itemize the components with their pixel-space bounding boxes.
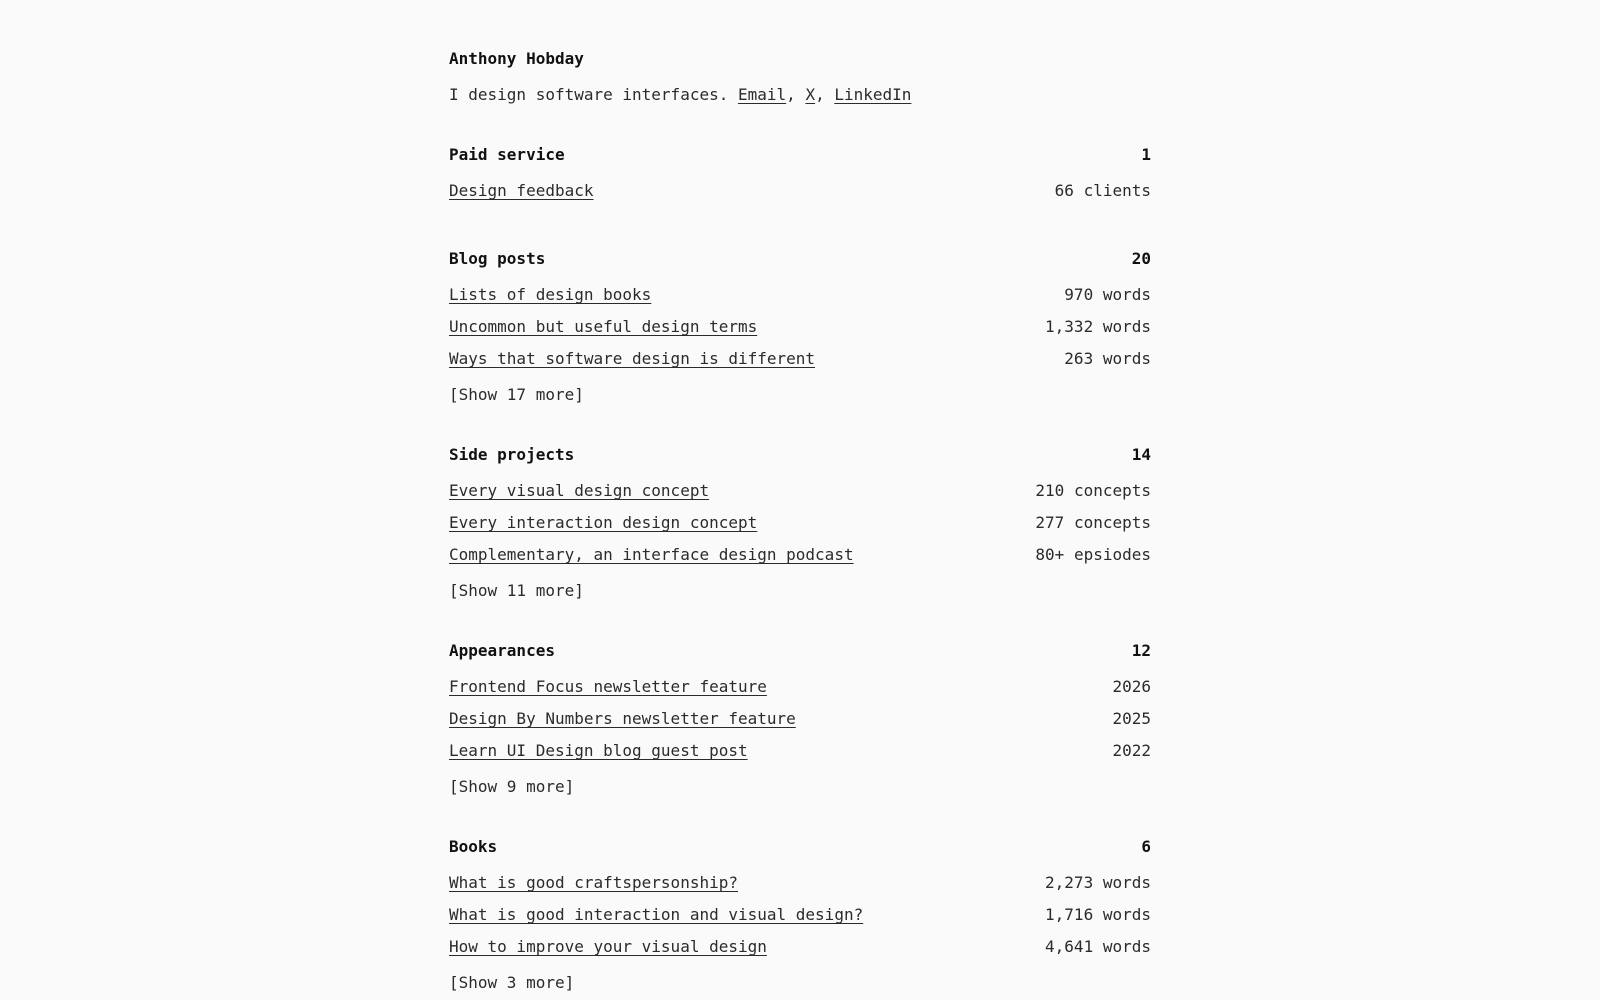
section-paid-service [449, 143, 1151, 211]
list-item [449, 903, 1151, 935]
item-meta: 277 concepts [1035, 513, 1151, 532]
item-meta: 1,716 words [1045, 905, 1151, 924]
item-meta: 2,273 words [1045, 873, 1151, 892]
section-header [449, 639, 1151, 663]
list-item [449, 479, 1151, 511]
section-title: Blog posts [449, 249, 546, 268]
intro-line: I design software interfaces. Email, X, LinkedIn [449, 85, 912, 104]
list-item [449, 675, 1151, 707]
item-meta: 80+ epsiodes [1035, 545, 1151, 564]
section-header [449, 443, 1151, 467]
item-link[interactable]: Lists of design books [449, 285, 652, 304]
section-appearances [449, 639, 1151, 799]
list-item [449, 707, 1151, 739]
section-count: 12 [1131, 641, 1151, 660]
list-item [449, 935, 1151, 967]
item-link[interactable]: What is good craftspersonship? [449, 873, 738, 892]
item-meta: 263 words [1064, 349, 1151, 368]
item-meta: 4,641 words [1045, 937, 1151, 956]
item-link[interactable]: Learn UI Design blog guest post [449, 741, 748, 760]
item-meta: 2025 [1112, 709, 1151, 728]
item-meta: 66 clients [1054, 181, 1151, 200]
item-meta: 1,332 words [1045, 317, 1151, 336]
list-item [449, 511, 1151, 543]
linkedin-link[interactable]: LinkedIn [834, 85, 912, 104]
item-meta: 970 words [1064, 285, 1151, 304]
section-count: 14 [1131, 445, 1151, 464]
section-count: 20 [1131, 249, 1151, 268]
list-item [449, 179, 1151, 211]
item-link[interactable]: Ways that software design is different [449, 349, 816, 368]
section-header [449, 247, 1151, 271]
section-title: Paid service [449, 145, 565, 164]
section-header [449, 143, 1151, 167]
item-link[interactable]: Design feedback [449, 181, 594, 200]
item-meta: 210 concepts [1035, 481, 1151, 500]
page-content [449, 47, 1151, 995]
list-item [449, 871, 1151, 903]
item-link[interactable]: Uncommon but useful design terms [449, 317, 758, 336]
item-link[interactable]: Complementary, an interface design podcast [449, 545, 854, 564]
item-link[interactable]: How to improve your visual design [449, 937, 767, 956]
list-item [449, 543, 1151, 575]
tagline: I design software interfaces. [449, 85, 729, 104]
section-title: Side projects [449, 445, 575, 464]
item-link[interactable]: Every interaction design concept [449, 513, 758, 532]
list-item [449, 739, 1151, 771]
item-link[interactable]: Frontend Focus newsletter feature [449, 677, 767, 696]
item-link[interactable]: Design By Numbers newsletter feature [449, 709, 796, 728]
section-header [449, 835, 1151, 859]
list-item [449, 315, 1151, 347]
section-books [449, 835, 1151, 995]
show-more-button[interactable]: [Show 3 more] [449, 973, 575, 992]
section-blog-posts [449, 247, 1151, 407]
item-meta: 2022 [1112, 741, 1151, 760]
section-count: 1 [1141, 145, 1151, 164]
show-more-button[interactable]: [Show 11 more] [449, 581, 584, 600]
list-item [449, 283, 1151, 315]
show-more-button[interactable]: [Show 17 more] [449, 385, 584, 404]
section-count: 6 [1141, 837, 1151, 856]
email-link[interactable]: Email [738, 85, 787, 104]
section-title: Appearances [449, 641, 555, 660]
item-link[interactable]: What is good interaction and visual design? [449, 905, 864, 924]
item-link[interactable]: Every visual design concept [449, 481, 710, 500]
x-link[interactable]: X [805, 85, 816, 104]
item-meta: 2026 [1112, 677, 1151, 696]
section-title: Books [449, 837, 498, 856]
list-item [449, 347, 1151, 379]
show-more-button[interactable]: [Show 9 more] [449, 777, 575, 796]
section-side-projects [449, 443, 1151, 603]
site-owner-name: Anthony Hobday [449, 49, 584, 68]
